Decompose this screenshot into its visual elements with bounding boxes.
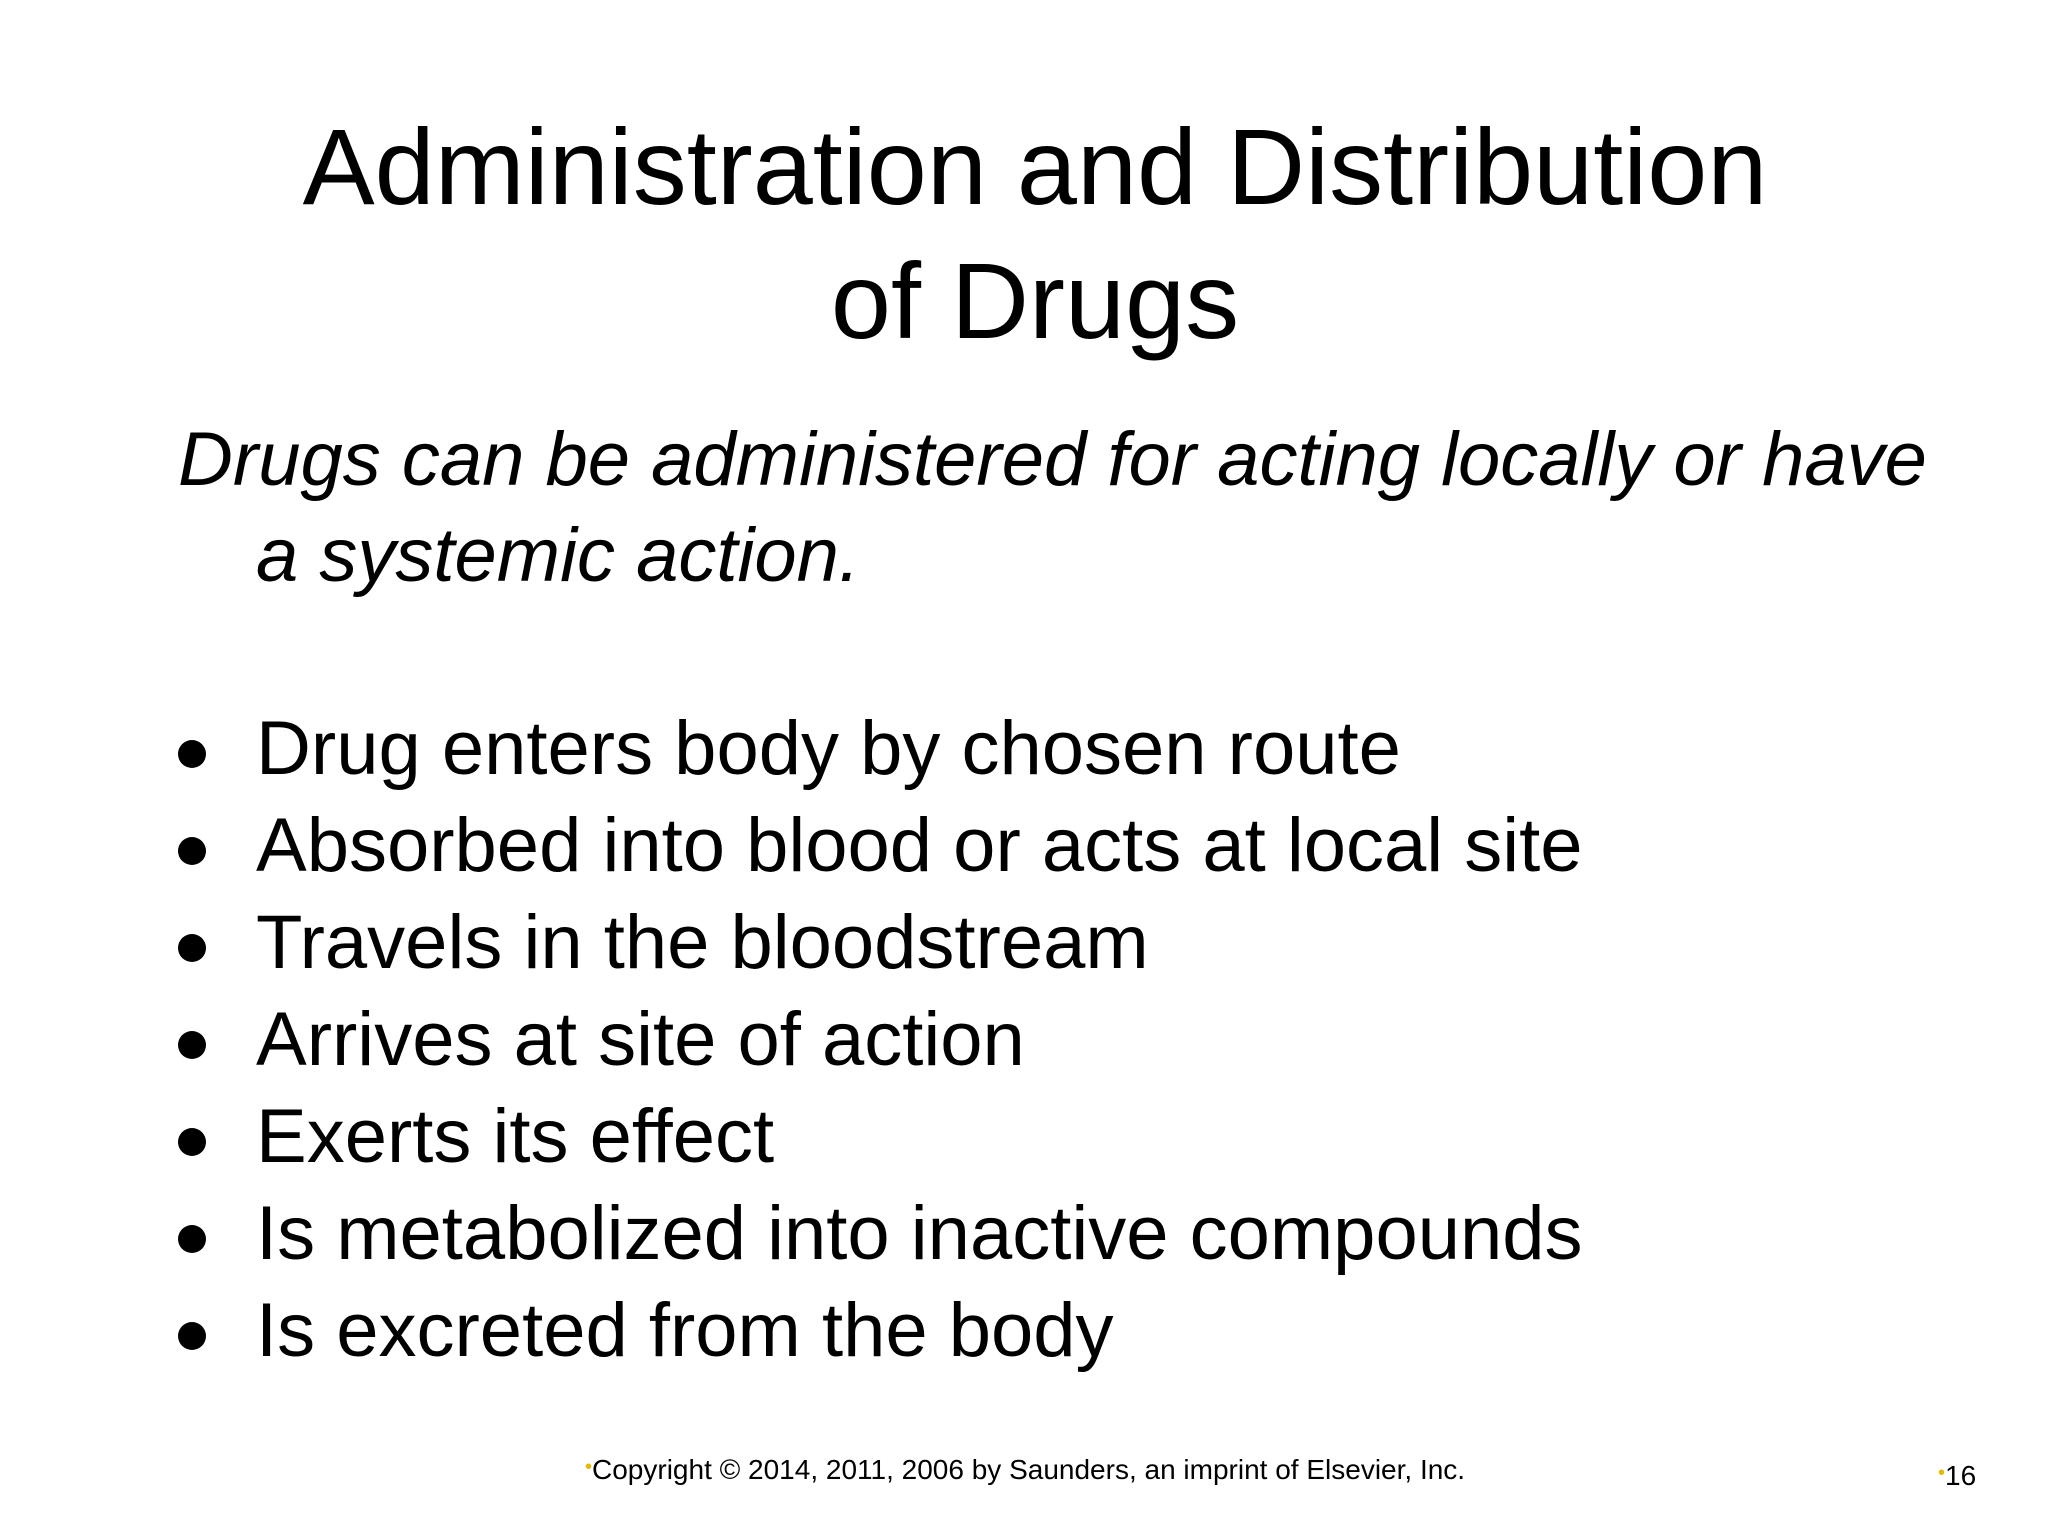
bullet-text: Absorbed into blood or acts at local site — [256, 803, 1583, 888]
list-item — [178, 894, 1898, 991]
bullet-text: Is metabolized into inactive compounds — [256, 1191, 1583, 1276]
copyright-text: Copyright © 2014, 2011, 2006 by Saunders, an imprint of Elsevier, Inc. — [592, 1454, 1466, 1485]
bullet-icon — [178, 740, 206, 768]
bullet-list — [178, 700, 1898, 1379]
bullet-text: Travels in the bloodstream — [256, 900, 1149, 985]
bullet-icon — [178, 1031, 206, 1059]
slide-title-line-2: of Drugs — [830, 240, 1240, 361]
bullet-text: Exerts its effect — [256, 1094, 775, 1179]
footer-marker-icon: • — [1938, 1462, 1946, 1484]
bullet-icon — [178, 837, 206, 865]
copyright-notice — [585, 1450, 1465, 1487]
list-item — [178, 797, 1898, 894]
bullet-icon — [178, 934, 206, 962]
list-item — [178, 700, 1898, 797]
slide-title — [180, 100, 1890, 368]
list-item — [178, 1088, 1898, 1185]
list-item — [178, 991, 1898, 1088]
bullet-icon — [178, 1128, 206, 1156]
footer-marker-icon: • — [585, 1456, 593, 1478]
list-item — [178, 1185, 1898, 1282]
bullet-text: Arrives at site of action — [256, 997, 1025, 1082]
bullet-icon — [178, 1322, 206, 1350]
bullet-text: Drug enters body by chosen route — [256, 706, 1401, 791]
page-number-text: 16 — [1945, 1460, 1977, 1491]
page-number — [1938, 1456, 1976, 1493]
bullet-text: Is excreted from the body — [256, 1288, 1114, 1373]
intro-text: Drugs can be administered for acting locally or have a systemic action. — [178, 417, 1927, 598]
bullet-icon — [178, 1225, 206, 1253]
list-item — [178, 1282, 1898, 1379]
slide-title-line-1: Administration and Distribution — [302, 106, 1768, 227]
